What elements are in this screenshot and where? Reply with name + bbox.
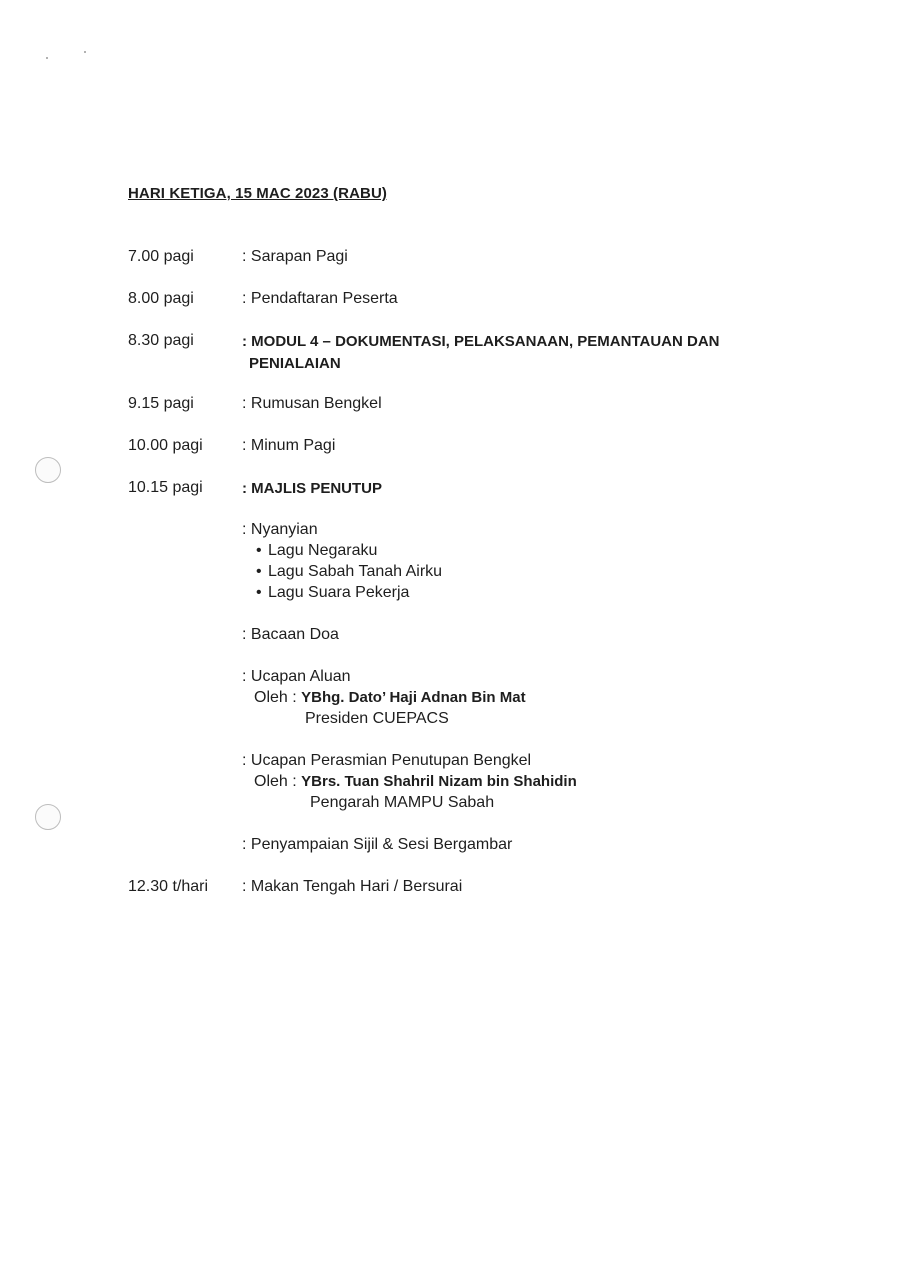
schedule-activity-module: : MODUL 4 – DOKUMENTASI, PELAKSANAAN, PEMANTAUAN DAN	[242, 333, 720, 350]
oleh-label: Oleh :	[254, 773, 297, 790]
schedule-time: 8.00 pagi	[128, 290, 194, 307]
speaker-title: Pengarah MAMPU Sabah	[310, 794, 495, 811]
schedule-activity: : Sarapan Pagi	[242, 248, 348, 265]
speaker-line	[254, 687, 526, 708]
schedule-activity: : Makan Tengah Hari / Bersurai	[242, 878, 463, 895]
speaker-name: YBrs. Tuan Shahril Nizam bin Shahidin	[301, 773, 577, 790]
punch-hole	[35, 457, 61, 483]
bullet: •	[256, 584, 262, 601]
closing-sijil: : Penyampaian Sijil & Sesi Bergambar	[242, 836, 513, 853]
punch-hole	[35, 804, 61, 830]
schedule-activity: : Rumusan Bengkel	[242, 395, 382, 412]
schedule-activity: : Pendaftaran Peserta	[242, 290, 398, 307]
song-item	[256, 582, 409, 603]
schedule-activity-module-cont: PENIALAIAN	[249, 355, 341, 372]
schedule-time: 7.00 pagi	[128, 248, 194, 265]
schedule-time: 10.15 pagi	[128, 479, 203, 496]
bullet: •	[256, 542, 262, 559]
schedule-time: 8.30 pagi	[128, 332, 194, 349]
song-name: Lagu Sabah Tanah Airku	[268, 563, 443, 580]
schedule-time: 12.30 t/hari	[128, 878, 209, 895]
closing-perasmian: : Ucapan Perasmian Penutupan Bengkel	[242, 752, 532, 769]
closing-aluan: : Ucapan Aluan	[242, 668, 351, 685]
song-name: Lagu Suara Pekerja	[268, 584, 410, 601]
speaker-name: YBhg. Dato’ Haji Adnan Bin Mat	[301, 689, 526, 706]
page-title: HARI KETIGA, 15 MAC 2023 (RABU)	[128, 185, 387, 202]
song-name: Lagu Negaraku	[268, 542, 378, 559]
oleh-label: Oleh :	[254, 689, 297, 706]
song-item	[256, 540, 377, 561]
schedule-activity: : Minum Pagi	[242, 437, 336, 454]
speaker-title: Presiden CUEPACS	[305, 710, 449, 727]
speaker-line	[254, 771, 577, 792]
scan-speck	[46, 57, 48, 59]
closing-nyanyian: : Nyanyian	[242, 521, 318, 538]
schedule-time: 10.00 pagi	[128, 437, 203, 454]
schedule-activity-majlis: : MAJLIS PENUTUP	[242, 480, 383, 497]
bullet: •	[256, 563, 262, 580]
song-item	[256, 561, 442, 582]
schedule-time: 9.15 pagi	[128, 395, 194, 412]
closing-doa: : Bacaan Doa	[242, 626, 339, 643]
scan-speck	[84, 51, 86, 53]
